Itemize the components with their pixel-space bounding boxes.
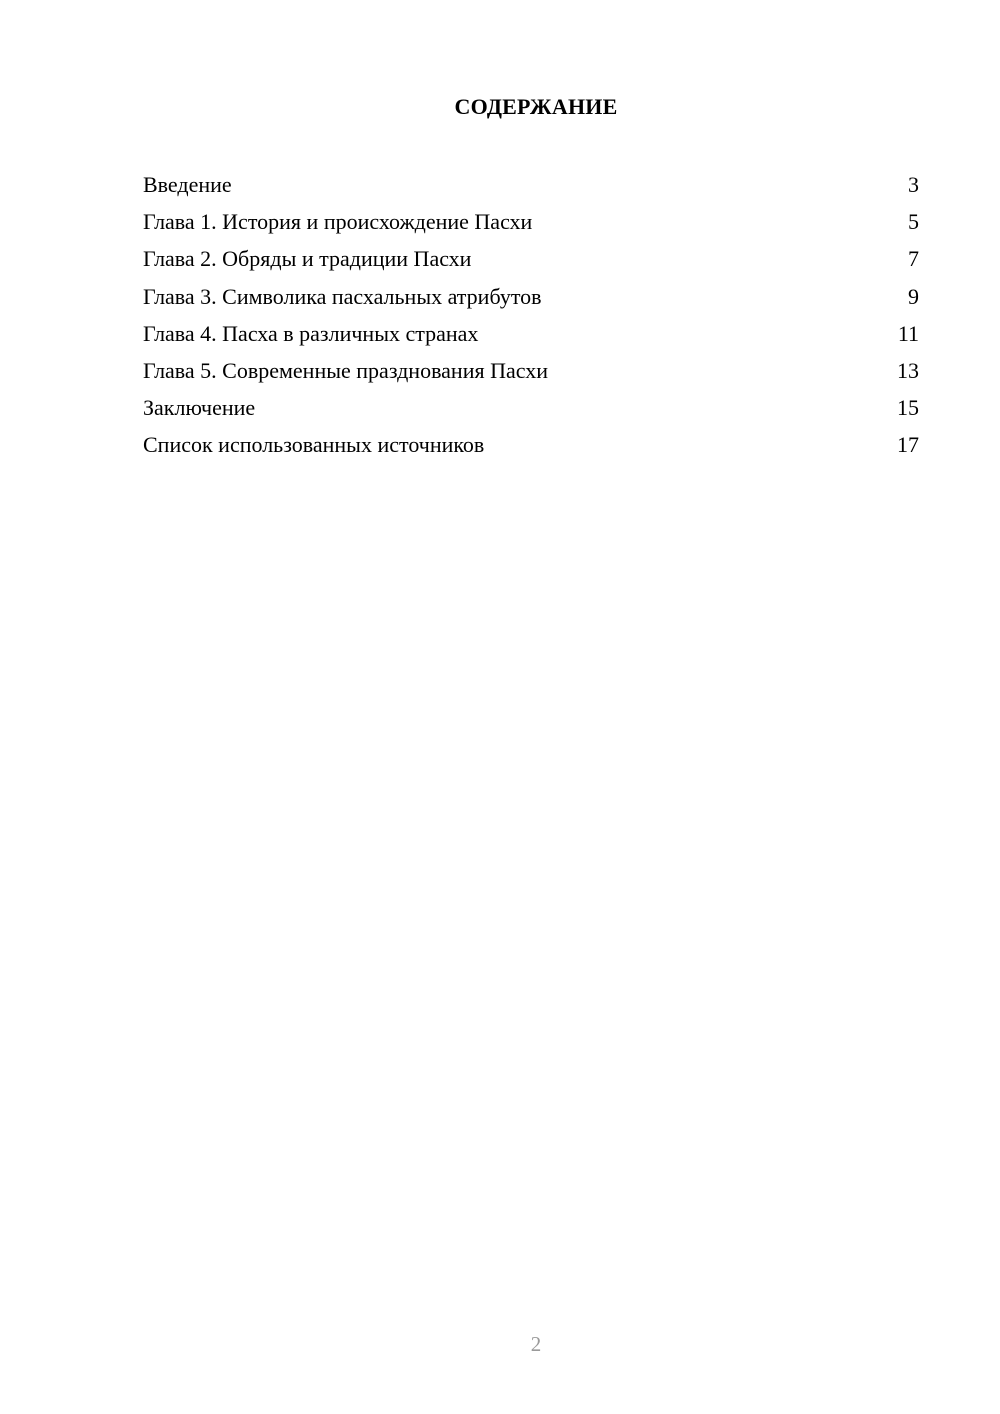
- toc-entry[interactable]: [143, 205, 919, 242]
- toc-entry-label: Глава 3. Символика пасхальных атрибутов: [143, 283, 542, 309]
- toc-entry[interactable]: [143, 428, 919, 465]
- page-number: 2: [530, 1332, 542, 1356]
- toc-entry-page: 7: [908, 246, 919, 272]
- toc-entry-page: 15: [897, 395, 919, 421]
- toc-heading: СОДЕРЖАНИЕ: [454, 94, 618, 119]
- toc-entry[interactable]: [143, 280, 919, 317]
- toc-entry-label: Заключение: [143, 395, 256, 421]
- toc-entry-label: Глава 2. Обряды и традиции Пасхи: [143, 246, 472, 272]
- toc-entry[interactable]: [143, 391, 919, 428]
- toc-entry[interactable]: [143, 168, 919, 205]
- toc-entry[interactable]: [143, 354, 919, 391]
- toc-entry-label: Глава 5. Современные празднования Пасхи: [143, 357, 549, 383]
- toc-entry-label: Список использованных источников: [143, 432, 485, 458]
- toc-entry-page: 11: [897, 320, 919, 346]
- toc-entry-page: 9: [908, 283, 919, 309]
- toc-entry[interactable]: [143, 242, 919, 279]
- toc-entry-label: Глава 1. История и происхождение Пасхи: [143, 209, 533, 235]
- toc-entry[interactable]: [143, 317, 919, 354]
- toc-entry-label: Введение: [143, 172, 232, 197]
- toc-entry-label: Глава 4. Пасха в различных странах: [143, 320, 479, 346]
- toc-entry-page: 5: [908, 209, 919, 235]
- toc-entry-page: 17: [897, 432, 919, 458]
- toc-list: [143, 168, 919, 466]
- toc-entry-page: 13: [897, 357, 919, 383]
- toc-entry-page: 3: [908, 172, 919, 197]
